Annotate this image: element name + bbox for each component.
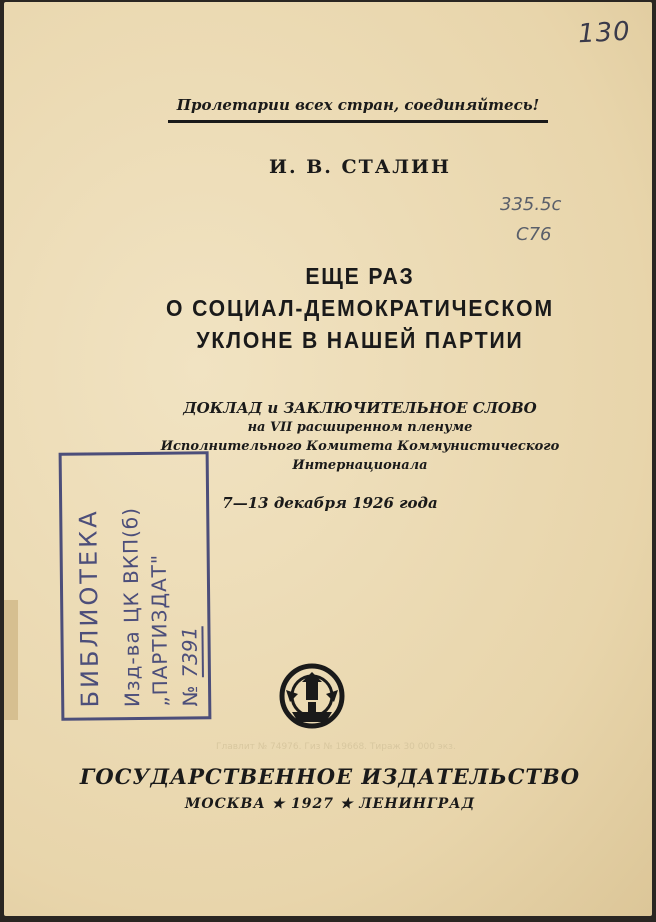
stamp-line: „ПАРТИЗДАТ" [146,553,173,707]
title-line: УКЛОНЕ В НАШЕЙ ПАРТИИ [196,327,524,353]
stamp-line: Изд-ва ЦК ВКП(б) [118,506,145,708]
title-line: О СОЦИАЛ-ДЕМОКРАТИЧЕСКОМ [166,295,554,321]
stamp-text [62,454,215,724]
slogan-underline [168,120,548,123]
subtitle-line: ДОКЛАД и ЗАКЛЮЧИТЕЛЬНОЕ СЛОВО [183,399,537,417]
stamp-number: 7391 [177,626,202,678]
subtitle-line: на VII расширенном пленуме [247,420,473,435]
torn-edge [4,600,18,720]
slogan: Пролетарии всех стран, соединяйтесь! [176,96,540,114]
dates: 7—13 декабря 1926 года [222,494,438,512]
stamp-line: БИБЛИОТЕКА [74,508,105,708]
publisher-logo-icon [276,660,348,732]
subtitle-line: Исполнительного Комитета Коммунистического [160,439,560,454]
handwritten-catalog-code: 335.5с [500,194,562,215]
book-title [84,260,636,356]
number-sign: № [178,685,203,707]
publisher: ГОСУДАРСТВЕННОЕ ИЗДАТЕЛЬСТВО [79,764,581,789]
stamp-number-line [177,627,202,707]
city-year: МОСКВА ★ 1927 ★ ЛЕНИНГРАД [184,796,476,812]
title-line: ЕЩЕ РАЗ [305,263,415,289]
subtitle-line: Интернационала [292,458,428,473]
handwritten-author-code: С76 [516,224,552,245]
handwritten-number: 130 [577,16,632,50]
faded-imprint: Главлит № 74976. Гиз № 19668. Тираж 30 000 экз. [216,742,456,752]
author: И. В. СТАЛИН [269,156,451,178]
library-stamp [59,451,212,721]
